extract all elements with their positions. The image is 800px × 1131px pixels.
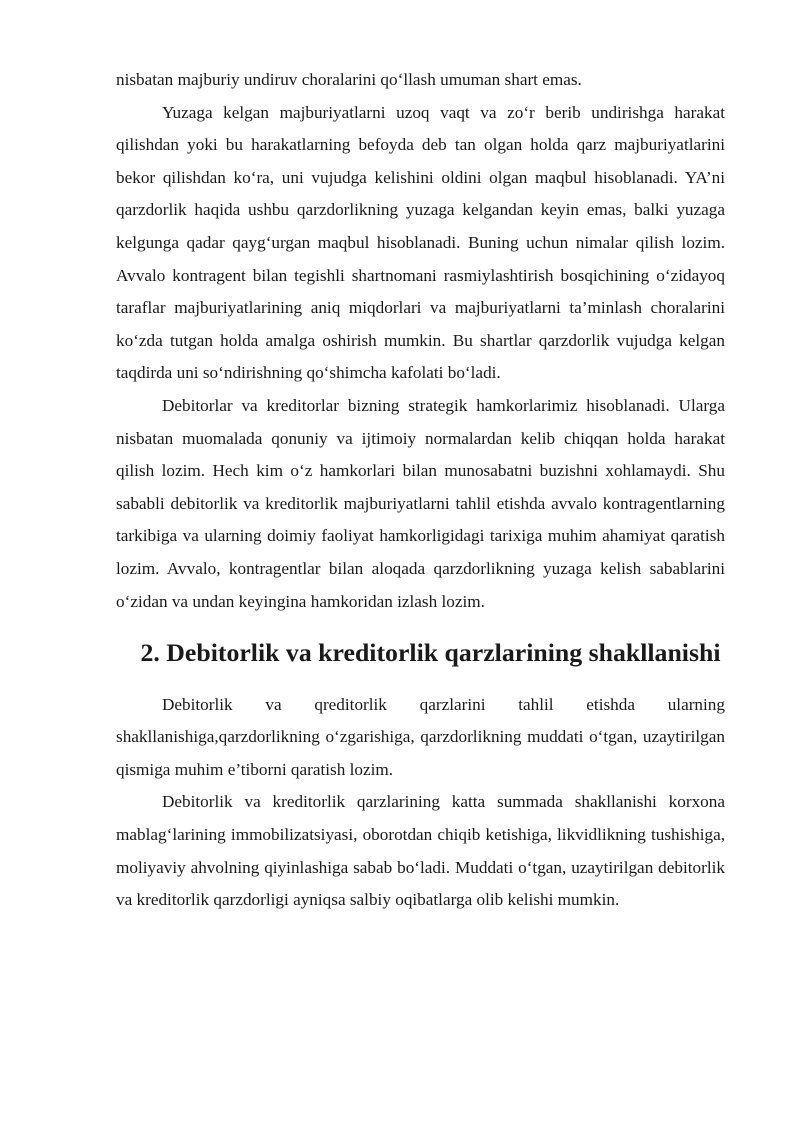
paragraph-large-debts-effects: Debitorlik va kreditorlik qarzlarining katta summada shakllanishi korxona mablag‘larining immobilizatsiyasi, oborotdan chiqib ketishiga, likvidlikning tushishiga, moliyaviy ahvolning qiyinlashiga sabab bo‘ladi. Muddati o‘tgan, uzaytirilgan debitorlik va kreditorlik qarzdorligi ayniqsa salbiy oqibatlarga olib kelishi mumkin. [116, 792, 725, 910]
section-heading: 2. Debitorlik va kreditorlik qarzlarining shakllanishi [140, 638, 721, 668]
paragraph-continuation: nisbatan majburiy undiruv choralarini qo‘llash umuman shart emas. [116, 70, 582, 89]
document-page [116, 64, 725, 917]
paragraph-strategic-partners: Debitorlar va kreditorlar bizning strategik hamkorlarimiz hisoblanadi. Ularga nisbatan muomalada qonuniy va ijtimoiy normalardan kelib chiqqan holda harakat qilish lozim. Hech kim o‘z hamkorlari bilan munosabatni buzishni xohlamaydi. Shu sababli debitorlik va kreditorlik majburiyatlarni tahlil etishda avvalo kontragentlarning tarkibiga va ularning doimiy faoliyat hamkorligidagi tarixiga muhim ahamiyat qaratish lozim. Avvalo, kontragentlar bilan aloqada qarzdorlikning yuzaga kelish sabablarini o‘zidan va undan keyingina hamkoridan izlash lozim. [116, 395, 725, 611]
paragraph-analysis-focus: Debitorlik va qreditorlik qarzlarini tahlil etishda ularning shakllanishiga,qarzdorlikning o‘zgarishiga, qarzdorlikning muddati o‘tgan, uzaytirilgan qismiga muhim e’tiborni qaratish lozim. [116, 694, 725, 779]
paragraph-debt-prevention: Yuzaga kelgan majburiyatlarni uzoq vaqt va zo‘r berib undirishga harakat qilishdan yoki bu harakatlarning befoyda deb tan olgan holda qarz majburiyatlarini bekor qilishdan ko‘ra, uni vujudga kelishini oldini olgan maqbul hisoblanadi. YA’ni qarzdorlik haqida ushbu qarzdorlikning yuzaga kelgandan keyin emas, balki yuzaga kelgunga qadar qayg‘urgan maqbul hisoblanadi. Buning uchun nimalar qilish lozim. Avvalo kontragent bilan tegishli shartnomani rasmiylashtirish bosqichining o‘zidayoq taraflar majburiyatlarining aniq miqdorlari va majburiyatlarni ta’minlash choralarini ko‘zda tutgan holda amalga oshirish mumkin. Bu shartlar qarzdorlik vujudga kelgan taqdirda uni so‘ndirishning qo‘shimcha kafolati bo‘ladi. [116, 102, 725, 383]
